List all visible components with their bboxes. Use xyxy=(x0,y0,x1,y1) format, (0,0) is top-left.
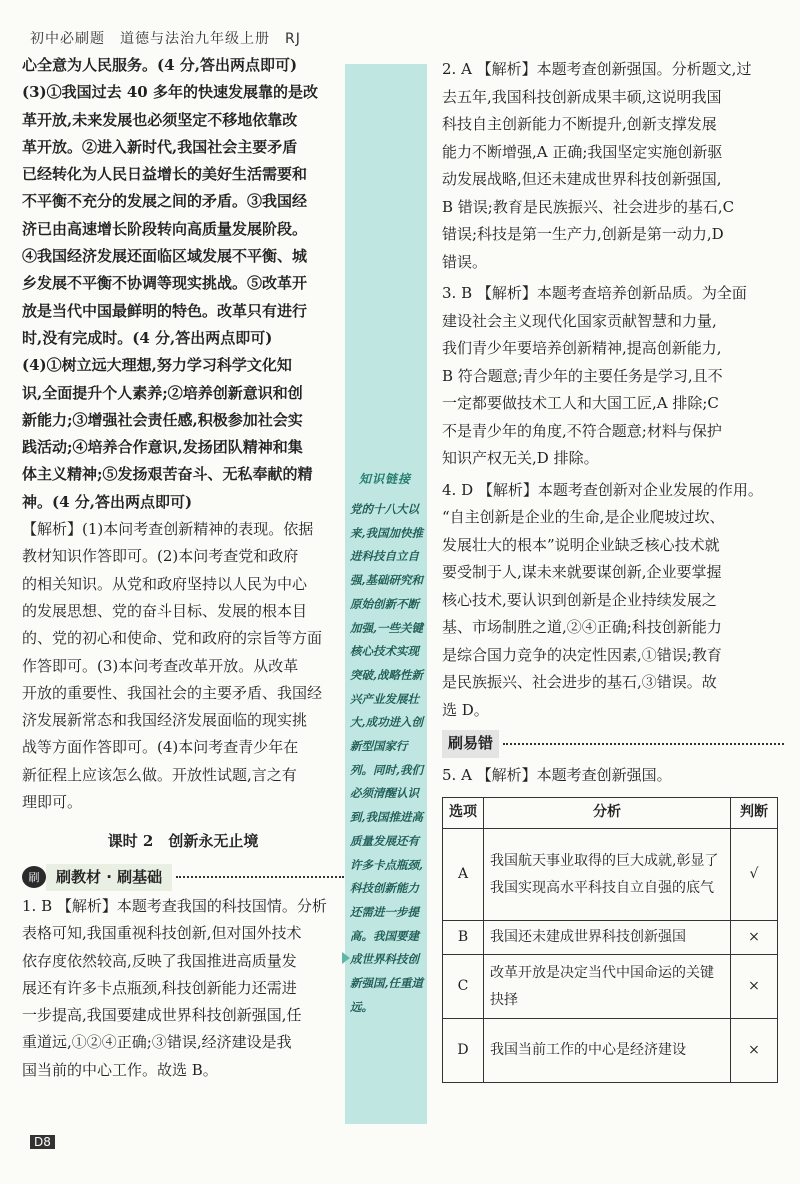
lesson-title: 课时 2 创新永无止境 xyxy=(107,832,259,851)
text-line: 2. A 【解析】本题考查创新强国。分析题文,过 xyxy=(442,60,752,78)
text-line: (3)①我国过去 40 多年的快速发展靠的是改 xyxy=(22,83,318,102)
analysis-cell: 我国航天事业取得的巨大成就,彰显了我国实现高水平科技自立自强的底气 xyxy=(484,829,731,921)
text-line: 的发展思想、党的奋斗目标、发展的根本目 xyxy=(22,601,308,620)
banner-dots xyxy=(176,876,344,878)
table-header-row xyxy=(443,798,778,829)
text-line: 识,全面提升个人素养;②培养创新意识和创 xyxy=(22,383,303,402)
text-line: 重道远,①②④正确;③错误,经济建设是我 xyxy=(22,1033,292,1052)
text-line: 放是当代中国最鲜明的特色。改革只有进行 xyxy=(22,301,308,320)
question-1 xyxy=(22,893,344,1084)
text-line: 选 D。 xyxy=(442,700,489,719)
text-line: 一定都要做技术工人和大国工匠,A 排除;C xyxy=(442,394,719,412)
easy-mistake-label: 刷易错 xyxy=(442,730,499,758)
text-line: (4)①树立远大理想,努力学习科学文化知 xyxy=(22,356,292,375)
table-row xyxy=(443,1019,778,1083)
text-line: 建设社会主义现代化国家贡献智慧和力量, xyxy=(442,311,717,330)
analysis-table xyxy=(442,797,778,1083)
option-cell: D xyxy=(443,1019,484,1083)
text-line: 乡发展不平衡不协调等现实挑战。⑤改革开 xyxy=(22,274,308,293)
text-line: 践活动;④培养合作意识,发扬团队精神和集 xyxy=(22,438,303,457)
easy-dots xyxy=(503,743,784,745)
text-line: 体主义精神;⑤发扬艰苦奋斗、无私奉献的精 xyxy=(22,465,313,484)
sidebar-arrow-icon xyxy=(342,952,350,964)
text-line: 不是青少年的角度,不符合题意;材料与保护 xyxy=(442,421,722,440)
text-line: 济发展新常态和我国经济发展面临的现实挑 xyxy=(22,711,308,730)
option-cell: B xyxy=(443,921,484,955)
text-line: 基、市场制胜之道,②④正确;科技创新能力 xyxy=(442,618,722,636)
table-row xyxy=(443,829,778,921)
text-line: 知识产权无关,D 排除。 xyxy=(442,449,599,467)
text-line: 展还有许多卡点瓶颈,科技创新能力还需进 xyxy=(22,978,297,997)
text-line: 4. D 【解析】本题考查创新对企业发展的作用。 xyxy=(442,480,763,499)
answer-block xyxy=(22,52,344,816)
text-line: 错误。 xyxy=(442,252,488,271)
text-line: 发展壮大的根本”说明企业缺乏核心技术就 xyxy=(442,535,720,554)
text-line: 神。(4 分,答出两点即可) xyxy=(22,492,193,511)
judgement-cell: × xyxy=(731,1019,778,1083)
judgement-cell: √ xyxy=(731,829,778,921)
text-line: 教材知识作答即可。(2)本问考查党和政府 xyxy=(22,547,299,566)
text-line: ④我国经济发展还面临区域发展不平衡、城 xyxy=(22,247,308,266)
text-line: 已经转化为人民日益增长的美好生活需要和 xyxy=(22,165,308,184)
text-line: 国当前的中心工作。故选 B。 xyxy=(22,1060,218,1079)
table-header: 判断 xyxy=(731,798,778,829)
judgement-cell: × xyxy=(731,955,778,1019)
text-line: 心全意为人民服务。(4 分,答出两点即可) xyxy=(22,56,298,74)
text-line: 一步提高,我国要建成世界科技创新强国,任 xyxy=(22,1006,302,1025)
text-line: 革开放,未来发展也必须坚定不移地依靠改 xyxy=(22,110,298,129)
question-2 xyxy=(442,56,784,276)
text-line: 1. B 【解析】本题考查我国的科技国情。分析 xyxy=(22,896,327,915)
banner-badge-icon: 刷 xyxy=(22,866,46,888)
text-line: 表格可知,我国重视科技创新,但对国外技术 xyxy=(22,924,302,943)
text-line: 科技自主创新能力不断提升,创新支撑发展 xyxy=(442,115,717,133)
text-line: 3. B 【解析】本题考查培养创新品质。为全面 xyxy=(442,284,747,302)
page-number: D8 xyxy=(30,1135,55,1149)
text-line: B 错误;教育是民族振兴、社会进步的基石,C xyxy=(442,197,735,216)
text-line: 新能力;③增强社会责任感,积极参加社会实 xyxy=(22,410,303,429)
text-line: 战等方面作答即可。(4)本问考查青少年在 xyxy=(22,738,299,757)
analysis-cell: 我国当前工作的中心是经济建设 xyxy=(484,1019,731,1083)
sidebar-text: 党的十八大以来,我国加快推进科技自立自强,基础研究和原始创新不断加强,一些关键核心技术实现突破,战略性新兴产业发展壮大,成功进入创新型国家行列。同时,我们必须清醒认识到,我国推进高质量发展还有许多卡点瓶颈,科技创新能力还需进一步提高。我国要建成世界科技创新强国,任重道远。 xyxy=(350,502,424,1014)
question-5: 5. A 【解析】本题考查创新强国。 xyxy=(442,765,672,784)
judgement-cell: × xyxy=(731,921,778,955)
right-column xyxy=(442,56,784,1083)
easy-mistake-banner xyxy=(442,730,784,758)
text-line: 能力不断增强,A 正确;我国坚定实施创新驱 xyxy=(442,142,723,161)
section-banner xyxy=(22,864,344,891)
text-line: 作答即可。(3)本问考查改革开放。从改革 xyxy=(22,656,299,675)
table-row xyxy=(443,955,778,1019)
running-header: 初中必刷题 道德与法治九年级上册 RJ xyxy=(30,31,301,47)
text-line: 我们青少年要培养创新精神,提高创新能力, xyxy=(442,339,722,357)
text-line: 开放的重要性、我国社会的主要矛盾、我国经 xyxy=(22,683,323,702)
text-line: 不平衡不充分的发展之间的矛盾。③我国经 xyxy=(22,192,308,211)
text-line: 的相关知识。从党和政府坚持以人民为中心 xyxy=(22,574,308,593)
option-cell: A xyxy=(443,829,484,921)
text-line: 理即可。 xyxy=(22,793,83,812)
text-line: 核心技术,要认识到创新是企业持续发展之 xyxy=(442,590,717,609)
text-line: 去五年,我国科技创新成果丰硕,这说明我国 xyxy=(442,87,722,106)
text-line: B 符合题意;青少年的主要任务是学习,且不 xyxy=(442,366,723,385)
left-column xyxy=(22,52,344,1084)
table-header: 分析 xyxy=(484,798,731,829)
text-line: “自主创新是企业的生命,是企业爬坡过坎、 xyxy=(442,508,725,526)
question-4 xyxy=(442,477,784,725)
text-line: 动发展战略,但还未建成世界科技创新强国, xyxy=(442,170,722,188)
analysis-cell: 我国还未建成世界科技创新强国 xyxy=(484,921,731,955)
text-line: 错误;科技是第一生产力,创新是第一动力,D xyxy=(442,225,724,243)
text-line: 要受制于人,谋未来就要谋创新,企业要掌握 xyxy=(442,563,722,581)
analysis-cell: 改革开放是决定当代中国命运的关键抉择 xyxy=(484,955,731,1019)
table-header: 选项 xyxy=(443,798,484,829)
option-cell: C xyxy=(443,955,484,1019)
text-line: 是民族振兴、社会进步的基石,③错误。故 xyxy=(442,673,717,691)
text-line: 是综合国力竞争的决定性因素,①错误;教育 xyxy=(442,645,722,664)
question-3 xyxy=(442,280,784,473)
text-line: 【解析】(1)本问考查创新精神的表现。依据 xyxy=(22,520,314,539)
text-line: 时,没有完成时。(4 分,答出两点即可) xyxy=(22,328,273,347)
text-line: 济已由高速增长阶段转向高质量发展阶段。 xyxy=(22,219,308,238)
text-line: 革开放。②进入新时代,我国社会主要矛盾 xyxy=(22,137,298,156)
table-row xyxy=(443,921,778,955)
banner-text: 刷教材 · 刷基础 xyxy=(46,864,172,891)
text-line: 的、党的初心和使命、党和政府的宗旨等方面 xyxy=(22,629,323,648)
text-line: 新征程上应该怎么做。开放性试题,言之有 xyxy=(22,765,297,784)
text-line: 依存度依然较高,反映了我国推进高质量发 xyxy=(22,951,297,970)
sidebar-title: 知识链接 xyxy=(359,472,412,486)
